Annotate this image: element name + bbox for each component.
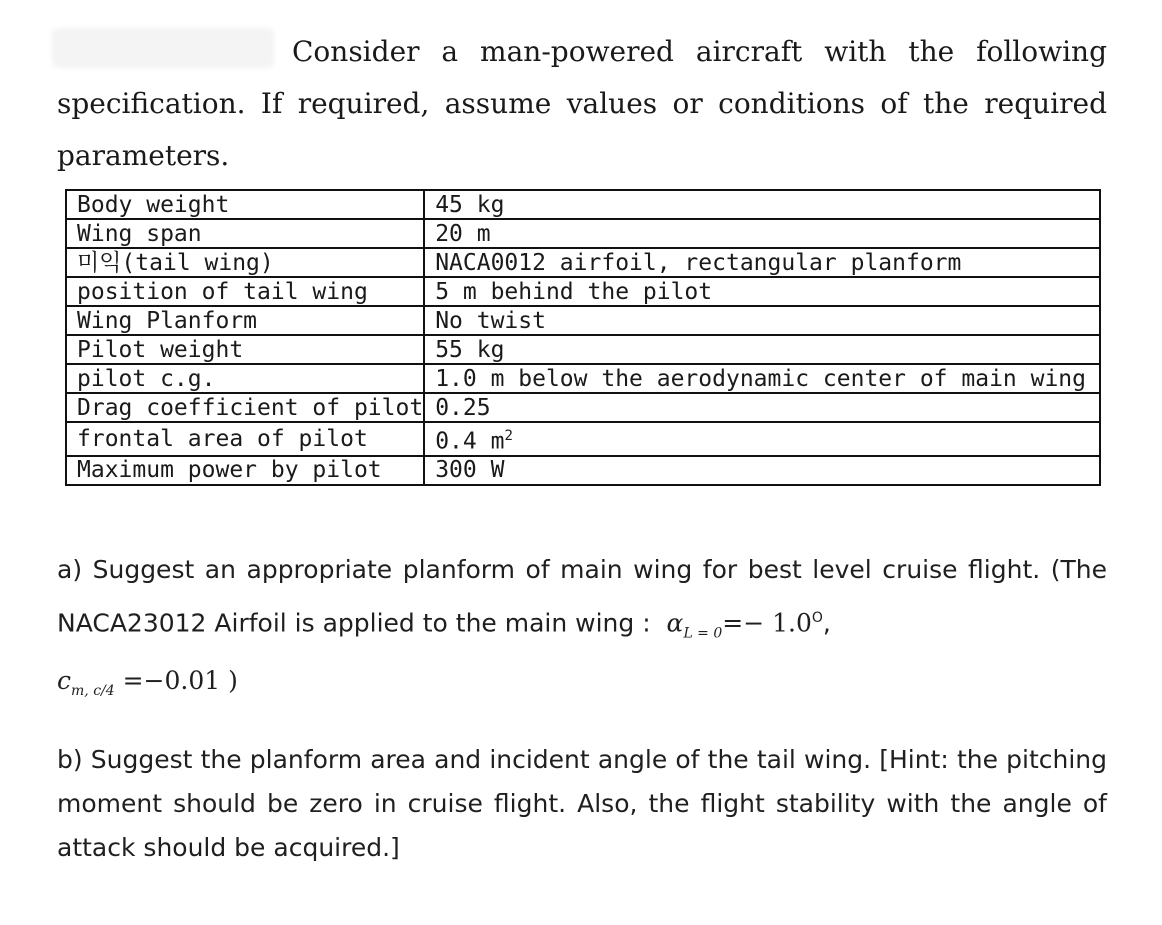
- cm-symbol: c: [57, 666, 72, 696]
- row-value: 5 m behind the pilot: [424, 277, 1100, 306]
- alpha-symbol: α: [666, 608, 684, 638]
- table-row: [66, 248, 1100, 277]
- question-a: a) Suggest an appropriate planform of main wing for best level cruise flight. (The NACA23012 Airfoil is applied to the main wing : $\alpha_{L = 0}=- 1.0^O$, $c_{m, c/4} =-0.01$ ): [57, 555, 1107, 700]
- cm-value: =−0.01 ): [122, 666, 238, 696]
- alpha-subscript: L = 0: [683, 625, 723, 642]
- superscript: 2: [504, 428, 513, 444]
- row-value: NACA0012 airfoil, rectangular planform: [424, 248, 1100, 277]
- row-label: Pilot weight: [66, 335, 424, 364]
- table-row: [66, 277, 1100, 306]
- intro-paragraph: [57, 26, 1107, 182]
- table-row: [66, 190, 1100, 219]
- row-value-with-superscript: [424, 422, 1100, 456]
- row-label: frontal area of pilot: [66, 422, 424, 456]
- row-label: pilot c.g.: [66, 364, 424, 393]
- row-label: 미익(tail wing): [66, 248, 424, 277]
- row-label: Maximum power by pilot: [66, 456, 424, 485]
- table-row: [66, 393, 1100, 422]
- table-row: [66, 335, 1100, 364]
- question-a-text: a) Suggest an appropriate planform of main wing for best level cruise flight. (The NACA23012 Airfoil is applied to the main wing :: [57, 555, 1107, 638]
- row-label: Drag coefficient of pilot: [66, 393, 424, 422]
- row-label: Body weight: [66, 190, 424, 219]
- table-row: [66, 306, 1100, 335]
- row-value: No twist: [424, 306, 1100, 335]
- row-value: 55 kg: [424, 335, 1100, 364]
- table-row: [66, 219, 1100, 248]
- table-row: [66, 364, 1100, 393]
- degree-superscript: O: [811, 610, 823, 626]
- row-label: Wing span: [66, 219, 424, 248]
- cm-subscript: m, c/4: [71, 683, 115, 700]
- intro-text: Consider a man-powered aircraft with the following specification. If required, assume values or conditions of the required parameters.: [57, 35, 1107, 172]
- row-value: 0.25: [424, 393, 1100, 422]
- row-value: 0.4 m: [435, 428, 505, 455]
- alpha-value: =− 1.0: [722, 608, 812, 638]
- row-label: Wing Planform: [66, 306, 424, 335]
- row-value: 45 kg: [424, 190, 1100, 219]
- question-b: [57, 738, 1107, 870]
- row-value: 1.0 m below the aerodynamic center of main wing: [424, 364, 1100, 393]
- table-row: [66, 456, 1100, 485]
- specification-table: [65, 189, 1101, 486]
- table-row: [66, 422, 1100, 456]
- row-value: 300 W: [424, 456, 1100, 485]
- question-b-text: b) Suggest the planform area and incident angle of the tail wing. [Hint: the pitching moment should be zero in cruise flight. Also, the flight stability with the angle of attack should be acquired.]: [57, 745, 1107, 862]
- row-label: position of tail wing: [66, 277, 424, 306]
- row-value: 20 m: [424, 219, 1100, 248]
